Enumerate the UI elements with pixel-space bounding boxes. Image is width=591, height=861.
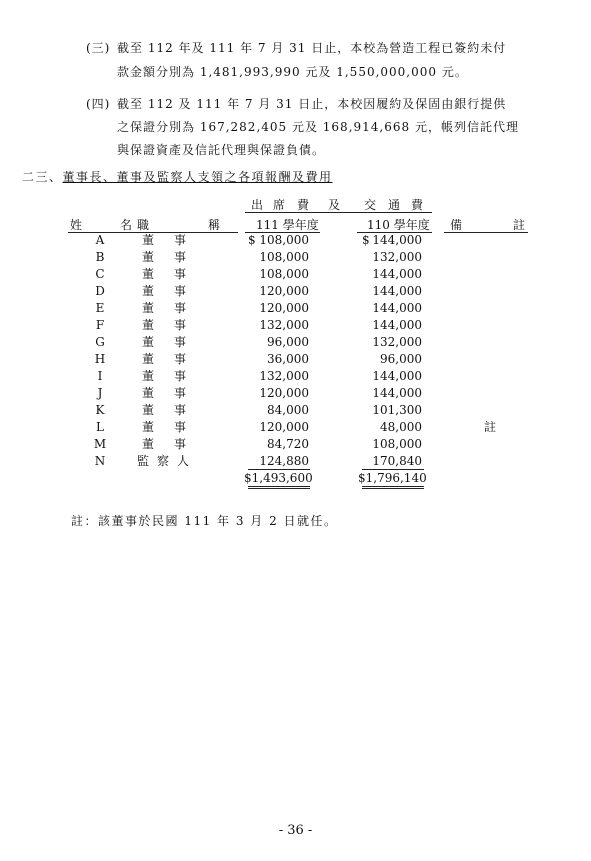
row-title: 監 察 人 [137,454,189,468]
section-title: 董事長、董事及監察人支領之各項報酬及費用 [62,170,333,184]
item-3-marker: (三) [86,41,111,55]
currency-symbol: $ [362,233,370,247]
section-heading [22,168,333,185]
row-value-111: 124,880 [259,454,309,468]
row-value-110: 48,000 [380,420,422,434]
row-value-111: 96,000 [267,335,309,349]
row-title: 董 事 [142,318,186,332]
note-item-4 [86,94,566,160]
row-title: 董 事 [142,267,186,281]
row-value-110: 108,000 [372,437,422,451]
total-double-rule [362,486,424,489]
group-header-char: 費 [411,198,424,212]
row-value-110: 144,000 [372,284,422,298]
row-title: 董 事 [142,233,186,247]
row-value-110: 132,000 [372,250,422,264]
row-value-110: 170,840 [372,454,422,468]
row-value-110: 144,000 [372,318,422,332]
row-value-110: 144,000 [372,301,422,315]
row-name: B [95,250,105,264]
row-name: J [97,386,103,400]
section-number: 二三、 [22,170,63,184]
row-name: C [95,267,105,281]
header-name-char: 姓 [70,218,83,232]
row-value-110: 96,000 [380,352,422,366]
row-name: A [95,233,105,247]
row-value-111: 120,000 [259,386,309,400]
row-name: H [94,352,106,366]
row-value-111: 108,000 [259,267,309,281]
row-name: E [95,301,105,315]
row-title: 董 事 [142,437,186,451]
group-header-char: 及 [328,198,341,212]
row-title: 董 事 [142,352,186,366]
row-value-111: 84,720 [267,437,309,451]
page-number: - 36 - [278,823,313,838]
row-value-111: 132,000 [259,318,309,332]
currency-symbol: $ [248,233,256,247]
item-3-line-1: 截至 112 年及 111 年 7 月 31 日止，本校為營造工程已簽約未付 [117,41,507,55]
row-value-111: 36,000 [267,352,309,366]
group-header-rule [245,212,432,213]
row-name: D [95,284,105,298]
row-name: L [96,420,104,434]
header-remark-char: 備 [450,218,463,232]
row-remark: 註 [484,420,497,434]
row-value-110: 144,000 [372,369,422,383]
item-4-line-2: 之保證分別為 167,282,405 元及 168,914,668 元，帳列信託代理 [117,120,519,134]
row-title: 董 事 [142,386,186,400]
note-item-3 [86,38,566,80]
item-4-marker: (四) [86,97,111,111]
group-header-char: 出 [251,198,264,212]
row-value-111: 120,000 [259,301,309,315]
row-name: M [93,437,107,451]
total-110: $1,796,140 [358,471,427,485]
row-value-110: 144,000 [372,267,422,281]
header-rule [444,232,528,233]
row-value-110: 101,300 [372,403,422,417]
header-title-char: 稱 [208,218,221,232]
item-3-line-2: 款金額分別為 1,481,993,990 元及 1,550,000,000 元。 [117,65,468,79]
row-name: K [95,403,105,417]
row-value-111: 120,000 [259,284,309,298]
row-title: 董 事 [142,369,186,383]
header-remark-char: 註 [513,218,526,232]
header-111: 111 學年度 [256,218,319,232]
row-value-110: 132,000 [372,335,422,349]
row-value-110: 144,000 [372,386,422,400]
row-name: F [95,318,105,332]
row-value-111: 108,000 [259,233,309,247]
row-title: 董 事 [142,335,186,349]
row-title: 董 事 [142,403,186,417]
item-4-line-1: 截至 112 及 111 年 7 月 31 日止，本校因履約及保固由銀行提供 [117,97,507,111]
row-title: 董 事 [142,284,186,298]
group-header-char: 交 [364,198,377,212]
total-double-rule [248,486,310,489]
header-title-char: 職 [137,218,150,232]
group-header-char: 費 [297,198,310,212]
total-111: $1,493,600 [244,471,313,485]
item-4-line-3: 與保證資產及信託代理與保證負債。 [117,143,326,157]
row-value-111: 84,000 [267,403,309,417]
row-title: 董 事 [142,420,186,434]
row-title: 董 事 [142,301,186,315]
row-value-110: 144,000 [372,233,422,247]
group-header-char: 席 [273,198,286,212]
group-header-char: 通 [388,198,401,212]
header-110: 110 學年度 [367,218,430,232]
row-value-111: 108,000 [259,250,309,264]
footnote: 註：該董事於民國 111 年 3 月 2 日就任。 [71,514,338,528]
row-name: N [94,454,106,468]
header-name-char: 名 [120,218,133,232]
row-name: I [97,369,103,383]
row-value-111: 120,000 [259,420,309,434]
row-title: 董 事 [142,250,186,264]
row-name: G [95,335,105,349]
row-value-111: 132,000 [259,369,309,383]
